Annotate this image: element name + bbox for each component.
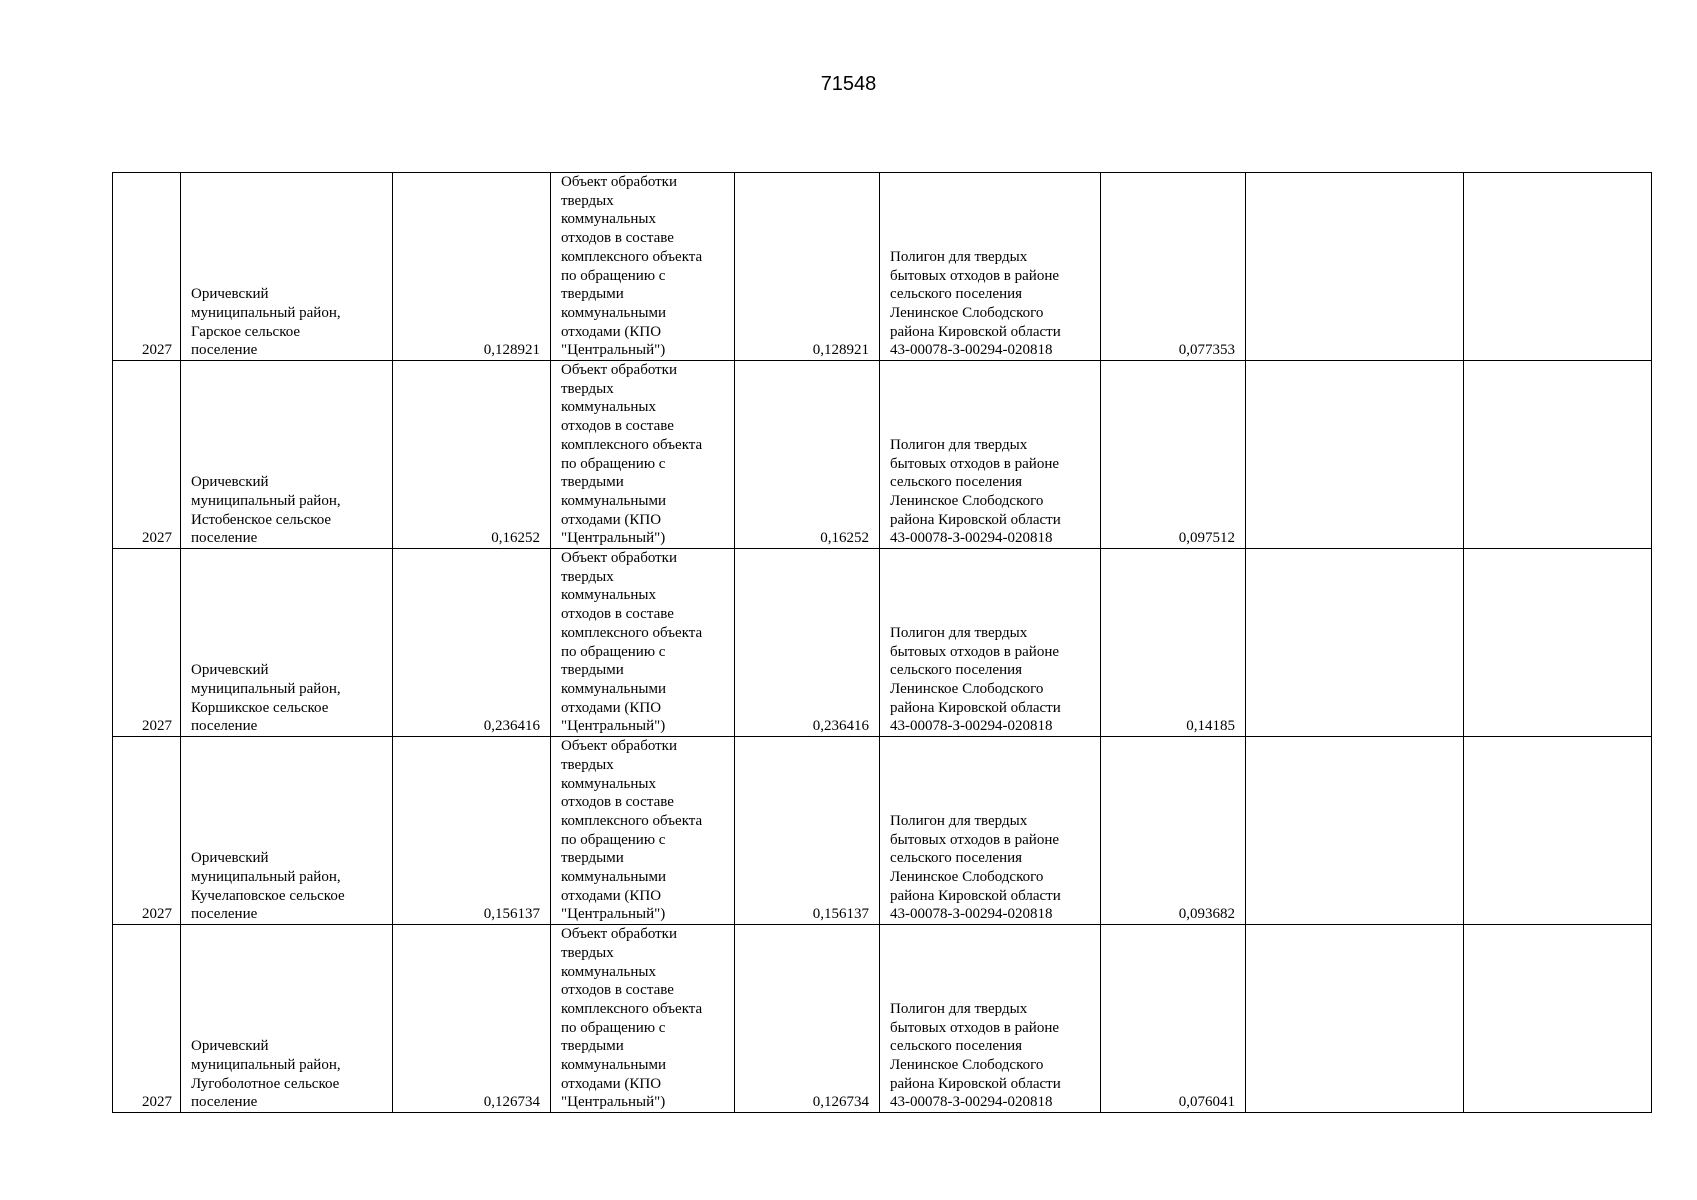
empty-cell bbox=[1246, 173, 1464, 361]
mass-total-cell: 0,156137 bbox=[393, 737, 551, 925]
page-number: 71548 bbox=[820, 73, 877, 95]
mass-total-cell: 0,128921 bbox=[393, 173, 551, 361]
source-cell: Оричевский муниципальный район, Истобенское сельское поселение bbox=[181, 361, 393, 549]
year-cell: 2027 bbox=[113, 925, 181, 1113]
table-row bbox=[113, 361, 1652, 549]
source-cell: Оричевский муниципальный район, Кучелаповское сельское поселение bbox=[181, 737, 393, 925]
empty-cell bbox=[1464, 737, 1652, 925]
processing-object-cell: Объект обработки твердых коммунальных отходов в составе комплексного объекта по обращению с твердыми коммунальными отходами (КПО "Центральный") bbox=[551, 925, 735, 1113]
mass-disposal-cell: 0,097512 bbox=[1101, 361, 1246, 549]
mass-total-cell: 0,16252 bbox=[393, 361, 551, 549]
mass-disposal-cell: 0,077353 bbox=[1101, 173, 1246, 361]
disposal-object-cell: Полигон для твердых бытовых отходов в районе сельского поселения Ленинское Слободского района Кировской области 43-00078-З-00294-020818 bbox=[880, 361, 1101, 549]
empty-cell bbox=[1246, 925, 1464, 1113]
year-cell: 2027 bbox=[113, 549, 181, 737]
empty-cell bbox=[1246, 737, 1464, 925]
processing-object-cell: Объект обработки твердых коммунальных отходов в составе комплексного объекта по обращению с твердыми коммунальными отходами (КПО "Центральный") bbox=[551, 737, 735, 925]
source-cell: Оричевский муниципальный район, Гарское сельское поселение bbox=[181, 173, 393, 361]
mass-processing-cell: 0,236416 bbox=[735, 549, 880, 737]
year-cell: 2027 bbox=[113, 173, 181, 361]
source-cell: Оричевский муниципальный район, Коршикское сельское поселение bbox=[181, 549, 393, 737]
source-cell: Оричевский муниципальный район, Лугоболотное сельское поселение bbox=[181, 925, 393, 1113]
empty-cell bbox=[1246, 361, 1464, 549]
mass-processing-cell: 0,156137 bbox=[735, 737, 880, 925]
table-row bbox=[113, 737, 1652, 925]
empty-cell bbox=[1464, 361, 1652, 549]
empty-cell bbox=[1464, 549, 1652, 737]
empty-cell bbox=[1246, 549, 1464, 737]
mass-processing-cell: 0,128921 bbox=[735, 173, 880, 361]
mass-processing-cell: 0,126734 bbox=[735, 925, 880, 1113]
processing-object-cell: Объект обработки твердых коммунальных отходов в составе комплексного объекта по обращению с твердыми коммунальными отходами (КПО "Центральный") bbox=[551, 361, 735, 549]
processing-object-cell: Объект обработки твердых коммунальных отходов в составе комплексного объекта по обращению с твердыми коммунальными отходами (КПО "Центральный") bbox=[551, 549, 735, 737]
mass-disposal-cell: 0,093682 bbox=[1101, 737, 1246, 925]
mass-total-cell: 0,126734 bbox=[393, 925, 551, 1113]
year-cell: 2027 bbox=[113, 361, 181, 549]
disposal-object-cell: Полигон для твердых бытовых отходов в районе сельского поселения Ленинское Слободского района Кировской области 43-00078-З-00294-020818 bbox=[880, 925, 1101, 1113]
disposal-object-cell: Полигон для твердых бытовых отходов в районе сельского поселения Ленинское Слободского района Кировской области 43-00078-З-00294-020818 bbox=[880, 549, 1101, 737]
table-row bbox=[113, 925, 1652, 1113]
table-row bbox=[113, 549, 1652, 737]
mass-total-cell: 0,236416 bbox=[393, 549, 551, 737]
mass-processing-cell: 0,16252 bbox=[735, 361, 880, 549]
waste-flow-table bbox=[112, 172, 1652, 1113]
disposal-object-cell: Полигон для твердых бытовых отходов в районе сельского поселения Ленинское Слободского района Кировской области 43-00078-З-00294-020818 bbox=[880, 173, 1101, 361]
mass-disposal-cell: 0,076041 bbox=[1101, 925, 1246, 1113]
processing-object-cell: Объект обработки твердых коммунальных отходов в составе комплексного объекта по обращению с твердыми коммунальными отходами (КПО "Центральный") bbox=[551, 173, 735, 361]
year-cell: 2027 bbox=[113, 737, 181, 925]
disposal-object-cell: Полигон для твердых бытовых отходов в районе сельского поселения Ленинское Слободского района Кировской области 43-00078-З-00294-020818 bbox=[880, 737, 1101, 925]
mass-disposal-cell: 0,14185 bbox=[1101, 549, 1246, 737]
empty-cell bbox=[1464, 173, 1652, 361]
table-row bbox=[113, 173, 1652, 361]
empty-cell bbox=[1464, 925, 1652, 1113]
